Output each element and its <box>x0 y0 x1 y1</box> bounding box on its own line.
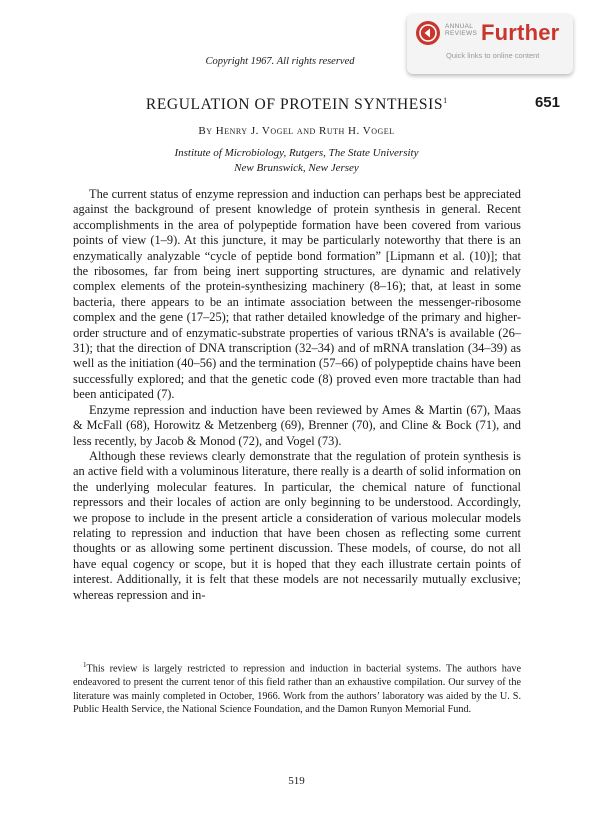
copyright-notice: Copyright 1967. All rights reserved <box>205 56 355 67</box>
footnote-text: This review is largely restricted to repression and induction in bacterial systems. The authors have endeavored to present the current tenor of this field rather than an exhaustive compilation. Our survey of the literature was mainly completed in October, 1966. Work from the authors’ laboratory was aided by the U. S. Public Health Service, the National Science Foundation, and the Damon Runyon Memorial Fund. <box>73 663 521 716</box>
footnote-mark: 1 <box>83 661 87 669</box>
banner-further-label: Further <box>481 20 560 45</box>
body-paragraph: The current status of enzyme repression and induction can perhaps best be appreciated against the background of present knowledge of protein synthesis in general. Recent accomplishments in the area of polypeptide formation have been covered from various points of view (1–9). At this juncture, it may be particularly noteworthy that there is an enzymatically analyzable “cycle of peptide bond formation” [Lipmann et al. (10)]; that the ribosomes, far from being inert supporting structures, are dynamic and relatively complex elements of the protein-synthesizing machinery (8–16); that, at least in some bacteria, there appears to be an intimate association between the messenger-ribosome complex and the gene (17–25); that rather detailed knowledge of the primary and higher-order structure and of enzymatic-substrate properties of various tRNA’s is available (26–31); that the direction of DNA transcription (32–34) and of mRNA translation (34–39) as well as the initiation (40–56) and the termination (57–66) of polypeptide chains have been successfully explored; and that the genetic code (8) proved even more tractable than had been anticipated (7). <box>73 187 521 402</box>
play-arrow-icon <box>416 21 440 45</box>
footnote <box>73 659 521 717</box>
institution-line-2: New Brunswick, New Jersey <box>234 162 359 174</box>
article-authors: By Henry J. Vogel and Ruth H. Vogel <box>198 125 395 137</box>
further-links-banner[interactable] <box>407 14 573 74</box>
title-footnote-mark: 1 <box>443 96 448 105</box>
body-paragraph: Enzyme repression and induction have been reviewed by Ames & Martin (67), Maas & McFall (68), Horowitz & Metzenberg (69), Brenner (70), and Cline & Bock (71), and less recently, by Jacob & Monod (72), and Vogel (73). <box>73 402 521 448</box>
article-title: REGULATION OF PROTEIN SYNTHESIS$^1$ <box>145 96 448 114</box>
journal-page-number: 651 <box>534 94 560 111</box>
institution-line-1: Institute of Microbiology, Rutgers, The State University <box>174 147 419 159</box>
banner-publisher: ANNUAL REVIEWS <box>445 23 478 37</box>
banner-subtitle: Quick links to online content <box>446 51 540 60</box>
body-paragraph: Although these reviews clearly demonstrate that the regulation of protein synthesis is an active field with a voluminous literature, there really is a dearth of solid information on the underlying molecular features. In particular, the chemical nature of functional repressors and their locales of action are only beginning to be understood. Accordingly, we propose to include in the present article a consideration of various molecular models relating to repression and induction that have been chosen as reflecting some current thoughts or as allowing some pertinent discussion. These models, of course, do not all have equal cogency or scope, but it is hoped that they each illustrate certain points of interest. Additionally, it is felt that these models are not necessarily mutually exclusive; whereas repression and in- <box>73 448 521 602</box>
folio-page-number: 519 <box>288 775 305 787</box>
article-body <box>73 187 521 603</box>
